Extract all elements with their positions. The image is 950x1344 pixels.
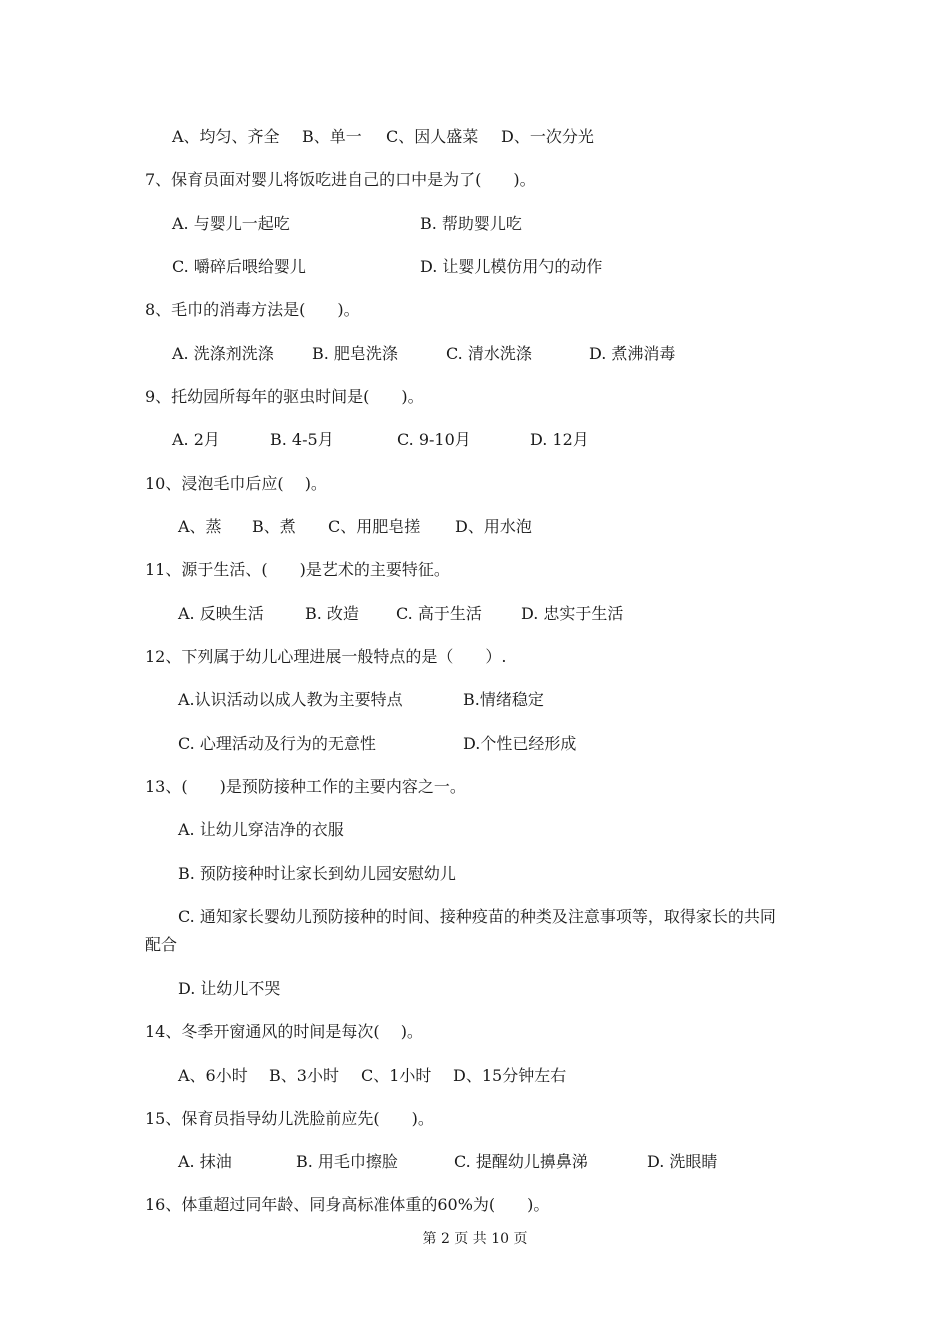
q12-option-d: D.个性已经形成: [463, 734, 577, 753]
q13-option-a: A. 让幼儿穿洁净的衣服: [178, 820, 344, 839]
q10-option-b: B、煮: [252, 517, 296, 536]
q15-option-a: A. 抹油: [178, 1152, 232, 1171]
q8-stem: 8、毛巾的消毒方法是( )。: [145, 300, 360, 319]
q10-option-a: A、蒸: [178, 517, 222, 536]
q12-options-row2: [0, 734, 950, 754]
q14-options-row: [0, 1066, 950, 1086]
q14-option-b: B、3小时: [269, 1066, 339, 1085]
q9-stem: 9、托幼园所每年的驱虫时间是( )。: [145, 387, 424, 406]
q15-option-d: D. 洗眼睛: [647, 1152, 718, 1171]
q10-option-d: D、用水泡: [455, 517, 532, 536]
q15-option-b: B. 用毛巾擦脸: [296, 1152, 398, 1171]
q11-option-d: D. 忠实于生活: [521, 604, 624, 623]
q13-option-c: C. 通知家长婴幼儿预防接种的时间、接种疫苗的种类及注意事项等，取得家长的共同: [178, 907, 776, 926]
q14-option-c: C、1小时: [361, 1066, 432, 1085]
q8-option-d: D. 煮沸消毒: [589, 344, 676, 363]
q6-options-row: [0, 127, 950, 147]
q11-option-b: B. 改造: [305, 604, 359, 623]
q11-options-row: [0, 604, 950, 624]
q12-option-c: C. 心理活动及行为的无意性: [178, 734, 376, 753]
q14-option-d: D、15分钟左右: [453, 1066, 567, 1085]
q9-option-b: B. 4-5月: [270, 430, 334, 449]
q11-option-a: A. 反映生活: [178, 604, 264, 623]
q9-option-c: C. 9-10月: [397, 430, 471, 449]
q13-option-b: B. 预防接种时让家长到幼儿园安慰幼儿: [178, 864, 456, 883]
q13-option-c-continued: 配合: [145, 935, 178, 954]
q9-option-a: A. 2月: [172, 430, 220, 449]
q7-option-c: C. 嚼碎后喂给婴儿: [172, 257, 306, 276]
q14-stem: 14、冬季开窗通风的时间是每次( )。: [145, 1022, 423, 1041]
q6-option-a: A、均匀、齐全: [172, 127, 280, 146]
q13-option-d: D. 让幼儿不哭: [178, 979, 281, 998]
q8-options-row: [0, 344, 950, 364]
page-footer: 第 2 页 共 10 页: [422, 1231, 528, 1247]
q8-option-a: A. 洗涤剂洗涤: [172, 344, 274, 363]
q8-option-b: B. 肥皂洗涤: [312, 344, 398, 363]
q12-stem: 12、下列属于幼儿心理进展一般特点的是（ ）.: [145, 647, 507, 666]
q15-option-c: C. 提醒幼儿擤鼻涕: [454, 1152, 588, 1171]
q6-option-b: B、单一: [302, 127, 362, 146]
q7-options-row1: [0, 214, 950, 234]
q15-options-row: [0, 1152, 950, 1172]
q9-option-d: D. 12月: [530, 430, 589, 449]
q10-options-row: [0, 517, 950, 537]
q7-option-d: D. 让婴儿模仿用勺的动作: [420, 257, 603, 276]
q7-option-b: B. 帮助婴儿吃: [420, 214, 522, 233]
q8-option-c: C. 清水洗涤: [446, 344, 532, 363]
q7-stem: 7、保育员面对婴儿将饭吃进自己的口中是为了( )。: [145, 170, 536, 189]
q12-options-row1: [0, 690, 950, 710]
q12-option-b: B.情绪稳定: [463, 690, 544, 709]
q11-stem: 11、源于生活、( )是艺术的主要特征。: [145, 560, 450, 579]
q13-stem: 13、( )是预防接种工作的主要内容之一。: [145, 777, 466, 796]
q6-option-d: D、一次分光: [501, 127, 594, 146]
q9-options-row: [0, 430, 950, 450]
q10-stem: 10、浸泡毛巾后应( )。: [145, 474, 327, 493]
q15-stem: 15、保育员指导幼儿洗脸前应先( )。: [145, 1109, 434, 1128]
q12-option-a: A.认识活动以成人教为主要特点: [178, 690, 403, 709]
q7-option-a: A. 与婴儿一起吃: [172, 214, 290, 233]
q7-options-row2: [0, 257, 950, 277]
q6-option-c: C、因人盛菜: [386, 127, 479, 146]
q14-option-a: A、6小时: [178, 1066, 248, 1085]
q11-option-c: C. 高于生活: [396, 604, 482, 623]
q10-option-c: C、用肥皂搓: [328, 517, 421, 536]
q16-stem: 16、体重超过同年龄、同身高标准体重的60%为( )。: [145, 1195, 550, 1214]
